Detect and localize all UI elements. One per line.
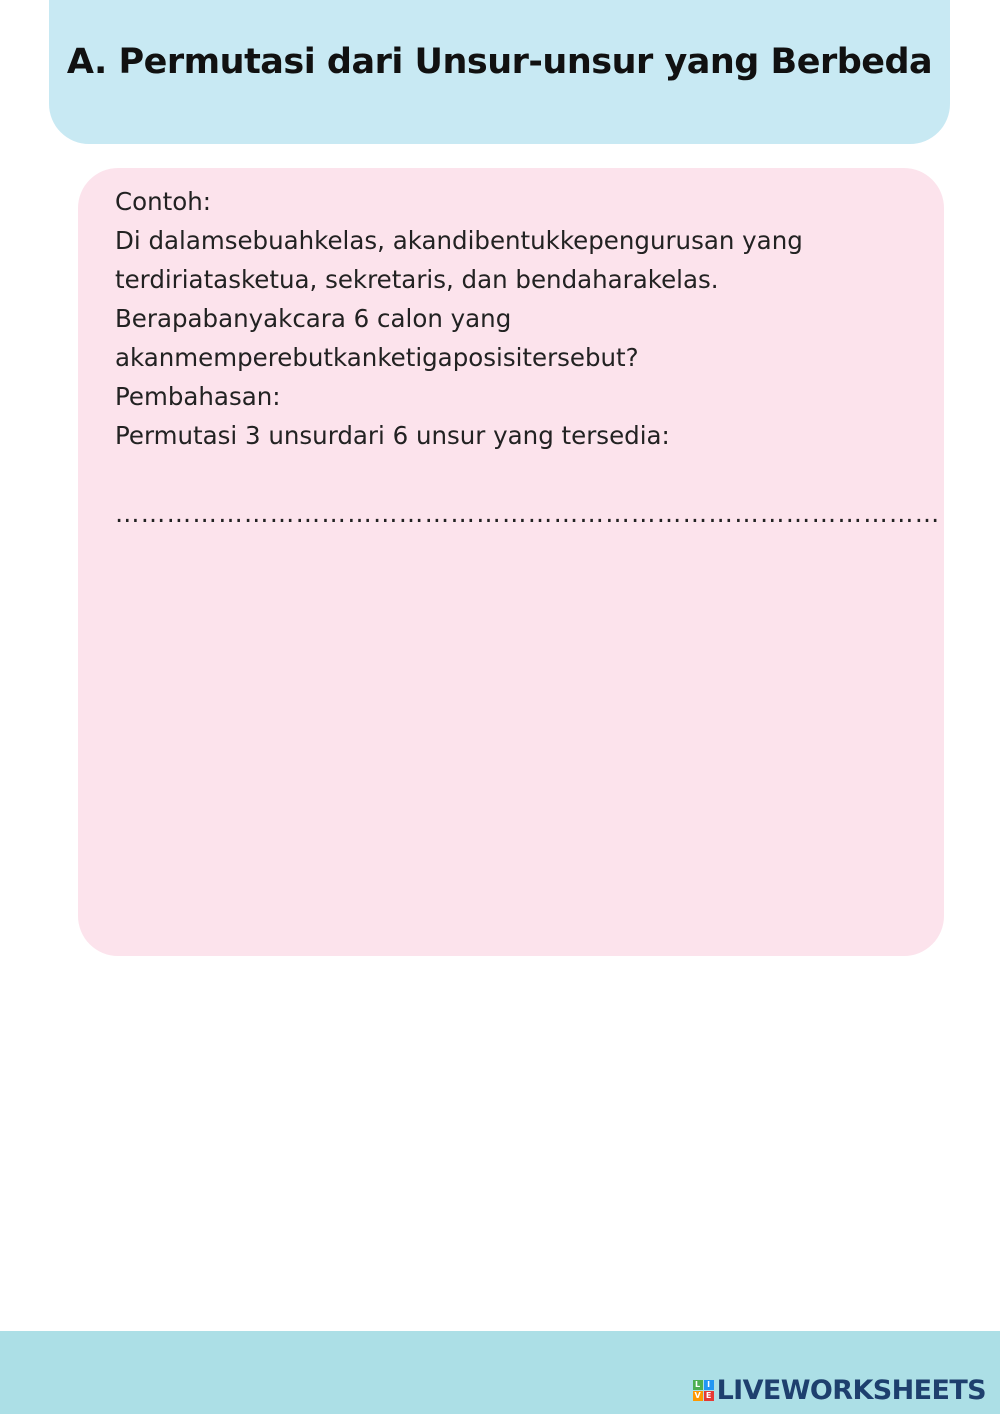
discussion-label: Pembahasan: xyxy=(115,382,281,411)
logo-tile-e: E xyxy=(704,1391,714,1401)
footer-bar xyxy=(0,1331,1000,1414)
brand-name: LIVEWORKSHEETS xyxy=(716,1374,986,1406)
page-title: A. Permutasi dari Unsur-unsur yang Berbeda xyxy=(66,42,933,82)
question-line-4: akanmemperebutkanketigaposisitersebut? xyxy=(115,343,639,372)
header-banner xyxy=(49,0,950,144)
liveworksheets-logo-icon xyxy=(693,1380,714,1401)
example-label: Contoh: xyxy=(115,187,212,216)
logo-tile-v: V xyxy=(694,1390,701,1400)
logo-tile-l: L xyxy=(693,1380,703,1390)
discussion-line: Permutasi 3 unsurdari 6 unsur yang tersedia: xyxy=(115,421,670,450)
answer-field[interactable]: …………………………………………………………………………………… xyxy=(115,499,941,528)
question-line-3: Berapabanyakcara 6 calon yang xyxy=(115,304,512,333)
question-line-2: terdiriatasketua, sekretaris, dan bendaharakelas. xyxy=(115,265,719,294)
logo-tile-i: I xyxy=(704,1380,714,1390)
example-panel xyxy=(78,168,944,956)
example-text xyxy=(115,182,941,533)
liveworksheets-brand[interactable] xyxy=(693,1375,986,1405)
question-line-1: Di dalamsebuahkelas, akandibentukkepengurusan yang xyxy=(115,226,803,255)
